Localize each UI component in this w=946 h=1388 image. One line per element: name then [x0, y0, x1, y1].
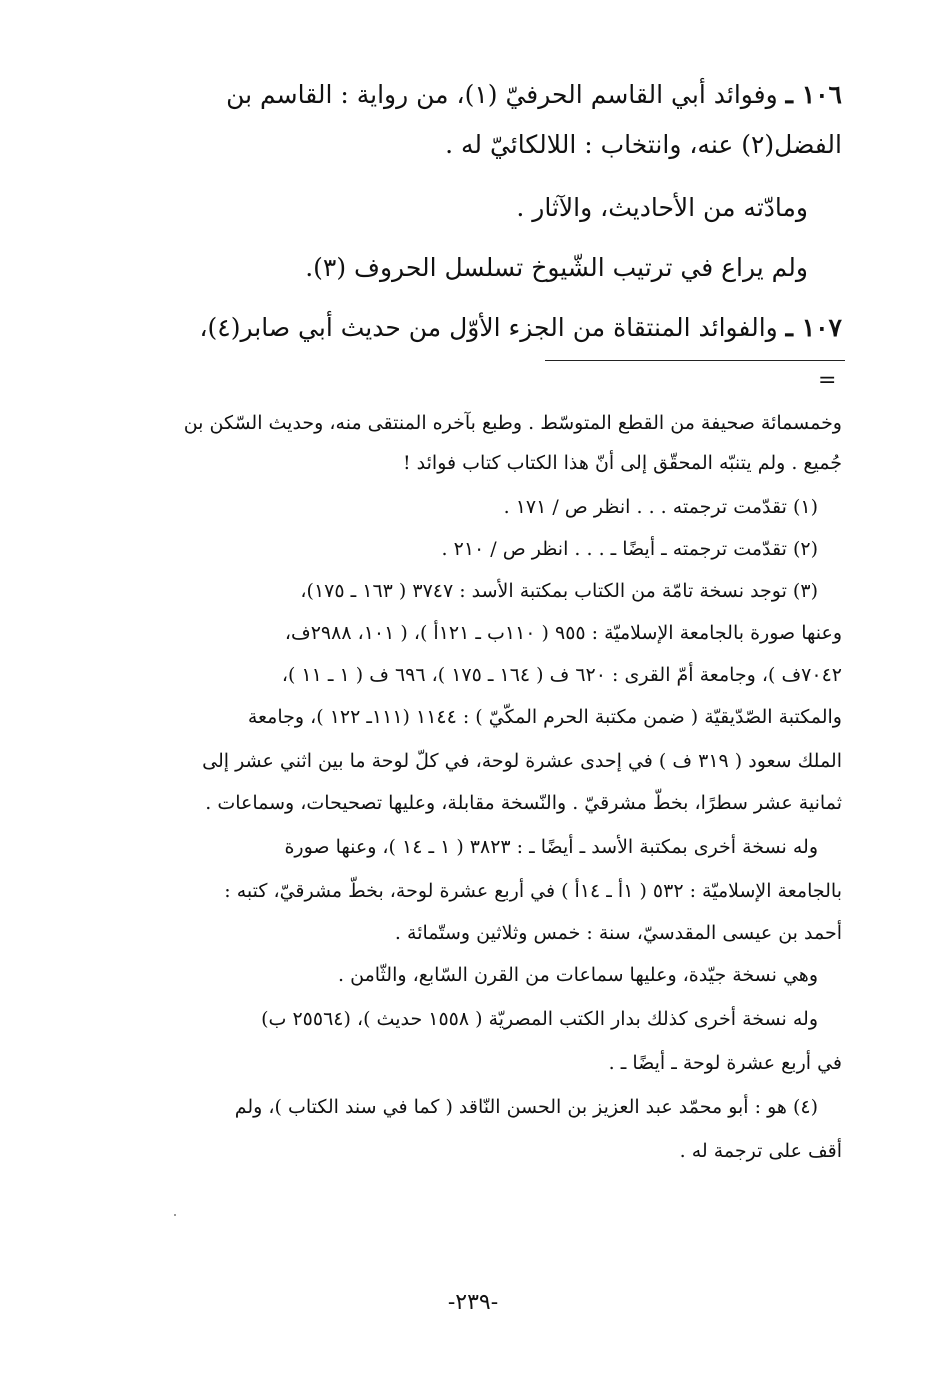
entry-107-text: والفوائد المنتقاة من الجزء الأوّل من حديث أبي صابر(٤)، [199, 313, 778, 342]
footnote-line: جُميع . ولم يتنبّه المحقّق إلى أنّ هذا الكتاب كتاب فوائد ! [402, 452, 842, 474]
scan-speck [174, 1214, 176, 1216]
footnote-separator [545, 360, 845, 361]
footnote-line: وخمسمائة صحيفة من القطع المتوسّط . وطبع بآخره المنتقى منه، وحديث السّكن بن [183, 412, 842, 434]
entry-106-line-4: ولم يراع في ترتيب الشّيوخ تسلسل الحروف (٣). [305, 253, 808, 282]
entry-107-line-1 [199, 313, 842, 342]
footnote-1: (١) تقدّمت ترجمته . . . انظر ص / ١٧١ . [503, 496, 818, 518]
entry-106-line-3: ومادّته من الأحاديث، والآثار . [516, 193, 808, 222]
footnote-4: (٤) هو : أبو محمّد عبد العزيز بن الحسن النّاقد ( كما في سند الكتاب )، ولم [234, 1096, 818, 1118]
footnote-line: بالجامعة الإسلاميّة : ٥٣٢ ( ١أ ـ ١٤أ ) في أربع عشرة لوحة، بخطّ مشرقيّ، كتبه : [224, 880, 842, 902]
footnote-line: وله نسخة أخرى كذلك بدار الكتب المصريّة ( ١٥٥٨ حديث )، (٢٥٥٦٤ ب) [261, 1008, 818, 1030]
footnote-3: (٣) توجد نسخة تامّة من الكتاب بمكتبة الأسد : ٣٧٤٧ ( ١٦٣ ـ ١٧٥)، [300, 580, 818, 602]
footnote-line: في أربع عشرة لوحة ـ أيضًا ـ . [608, 1052, 842, 1074]
footnote-line: وله نسخة أخرى بمكتبة الأسد ـ أيضًا ـ : ٣٨٢٣ ( ١ ـ ١٤ )، وعنها صورة [284, 836, 818, 858]
entry-106-line-1 [226, 80, 842, 109]
footnote-line: والمكتبة الصّدّيقيّة ( ضمن مكتبة الحرم المكّيّ ) : ١١٤٤ (١١١ـ ١٢٢ )، وجامعة [247, 706, 842, 728]
entry-107-number: ١٠٧ ـ [785, 313, 842, 342]
footnote-line: وهي نسخة جيّدة، وعليها سماعات من القرن السّابع، والثّامن . [338, 964, 818, 986]
footnote-line: أقف على ترجمة له . [679, 1140, 842, 1162]
footnote-line: الملك سعود ( ٣١٩ ف ) في إحدى عشرة لوحة، في كلّ لوحة ما بين اثني عشر إلى [202, 750, 842, 772]
footnote-line: وعنها صورة بالجامعة الإسلاميّة : ٩٥٥ ( ١١٠ب ـ ١٢١أ )، ( ١٠١، ٢٩٨٨ف، [284, 622, 842, 644]
footnote-line: أحمد بن عيسى المقدسيّ، سنة : خمس وثلاثين وستّمائة . [394, 922, 842, 944]
entry-106-number: ١٠٦ ـ [785, 80, 842, 109]
entry-106-line-2: الفضل(٢) عنه، وانتخاب : اللالكائيّ له . [445, 130, 842, 159]
footnote-2: (٢) تقدّمت ترجمته ـ أيضًا ـ . . . انظر ص / ٢١٠ . [441, 538, 818, 560]
footnote-line: ثمانية عشر سطرًا، بخطّ مشرقيّ . والنّسخة مقابلة، وعليها تصحيحات، وسماعات . [205, 792, 842, 814]
page-number: -٢٣٩- [447, 1290, 499, 1315]
entry-106-text: وفوائد أبي القاسم الحرفيّ (١)، من رواية : القاسم بن [226, 80, 778, 109]
footnote-line: ٧٠٤٢ف )، وجامعة أمّ القرى : ٦٢٠ ف ( ١٦٤ ـ ١٧٥ )، ٦٩٦ ف ( ١ ـ ١١ )، [281, 664, 842, 686]
continuation-mark: = [818, 368, 837, 393]
